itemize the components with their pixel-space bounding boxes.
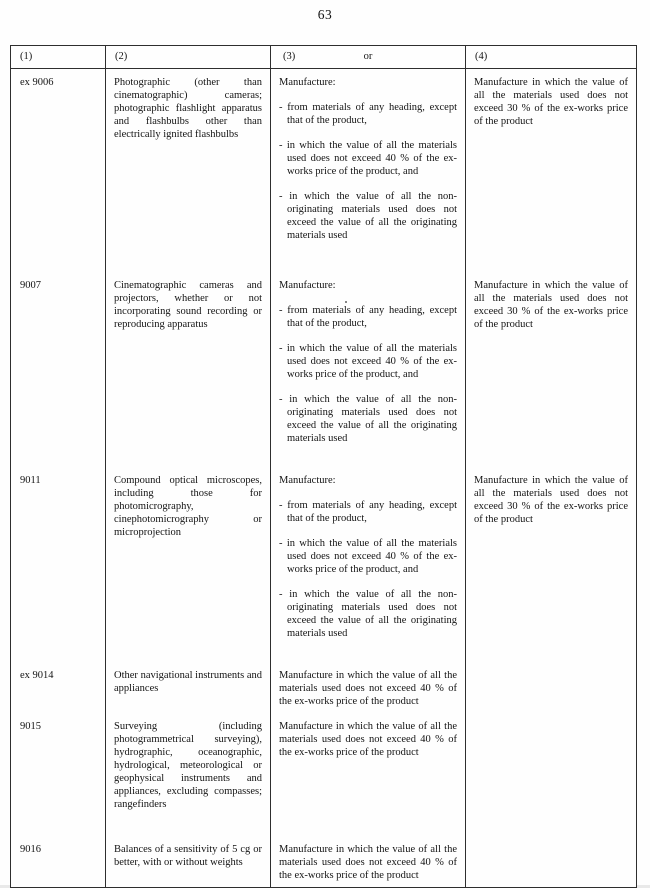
header-col-2: (2) [106, 46, 271, 68]
header-col-3-label: (3) [283, 51, 296, 62]
rule-item: - in which the value of all the non-originating materials used does not exceed the value of all the originating materials used [279, 191, 457, 241]
header-or-label: or [363, 51, 373, 62]
alternative-rule-cell [466, 836, 636, 887]
rule-item: - in which the value of all the materials used does not exceed 40 % of the ex-works price of the product, and [279, 140, 457, 177]
alternative-rule-cell [466, 662, 636, 713]
hs-code: ex 9014 [11, 662, 106, 713]
product-description: Cinematographic cameras and projectors, whether or not incorporating sound recording or reproducing apparatus [106, 272, 271, 467]
rule-text: Manufacture in which the value of all the materials used does not exceed 40 % of the ex-works price of the product [279, 670, 457, 707]
rule-item: - in which the value of all the non-originating materials used does not exceed the value of all the originating materials used [279, 589, 457, 639]
header-col-3 [271, 46, 466, 68]
page-number: 63 [317, 7, 333, 22]
hs-code: 9015 [11, 713, 106, 836]
product-description: Other navigational instruments and appliances [106, 662, 271, 713]
alternative-rule-cell: Manufacture in which the value of all the materials used does not exceed 30 % of the ex-works price of the product [474, 280, 628, 330]
working-rule-cell [271, 713, 466, 836]
rule-intro: Manufacture: [279, 475, 336, 486]
alternative-rule-cell [466, 713, 636, 836]
rule-item: - from materials of any heading, except that of the product, [279, 500, 457, 524]
table-row-9016 [11, 836, 636, 887]
scan-speck [345, 301, 347, 303]
working-rule-cell [271, 69, 466, 272]
hs-code: ex 9006 [11, 69, 106, 272]
working-rule-cell [271, 467, 466, 662]
header-col-4: (4) [475, 51, 488, 62]
alternative-rule-cell: Manufacture in which the value of all the materials used does not exceed 30 % of the ex-works price of the product [474, 475, 628, 525]
rule-item: - from materials of any heading, except that of the product, [279, 305, 457, 329]
rules-of-origin-table [10, 45, 637, 888]
table-header-row [11, 46, 636, 69]
table-row-9015 [11, 713, 636, 836]
rule-intro: Manufacture: [279, 77, 336, 88]
alternative-rule-cell: Manufacture in which the value of all the materials used does not exceed 30 % of the ex-works price of the product [474, 77, 628, 127]
hs-code: 9007 [11, 272, 106, 467]
rule-item: - in which the value of all the non-originating materials used does not exceed the value of all the originating materials used [279, 394, 457, 444]
hs-code: 9016 [11, 836, 106, 887]
hs-code: 9011 [11, 467, 106, 662]
working-rule-cell [271, 662, 466, 713]
product-description: Surveying (including photogrammetrical surveying), hydrographic, oceanographic, hydrological, meteorological or geophysical instruments and appliances, excluding compasses; rangefinders [106, 713, 271, 836]
rule-intro: Manufacture: [279, 280, 336, 291]
rule-item: - in which the value of all the materials used does not exceed 40 % of the ex-works price of the product, and [279, 343, 457, 380]
table-row-ex9014 [11, 662, 636, 713]
rule-item: - in which the value of all the materials used does not exceed 40 % of the ex-works price of the product, and [279, 538, 457, 575]
table-row-ex9006 [11, 69, 636, 272]
rule-text: Manufacture in which the value of all the materials used does not exceed 40 % of the ex-works price of the product [279, 721, 457, 758]
rule-item: - from materials of any heading, except that of the product, [279, 102, 457, 126]
product-description: Balances of a sensitivity of 5 cg or better, with or without weights [106, 836, 271, 887]
table-row-9007 [11, 272, 636, 467]
working-rule-cell [271, 272, 466, 467]
product-description: Compound optical microscopes, including those for photomicrography, cinephotomicrography or microprojection [106, 467, 271, 662]
header-col-1: (1) [11, 46, 106, 68]
product-description: Photographic (other than cinematographic) cameras; photographic flashlight apparatus and flashbulbs other than electrically ignited flashbulbs [106, 69, 271, 272]
rule-text: Manufacture in which the value of all the materials used does not exceed 40 % of the ex-works price of the product [279, 844, 457, 881]
table-row-9011 [11, 467, 636, 662]
working-rule-cell [271, 836, 466, 887]
